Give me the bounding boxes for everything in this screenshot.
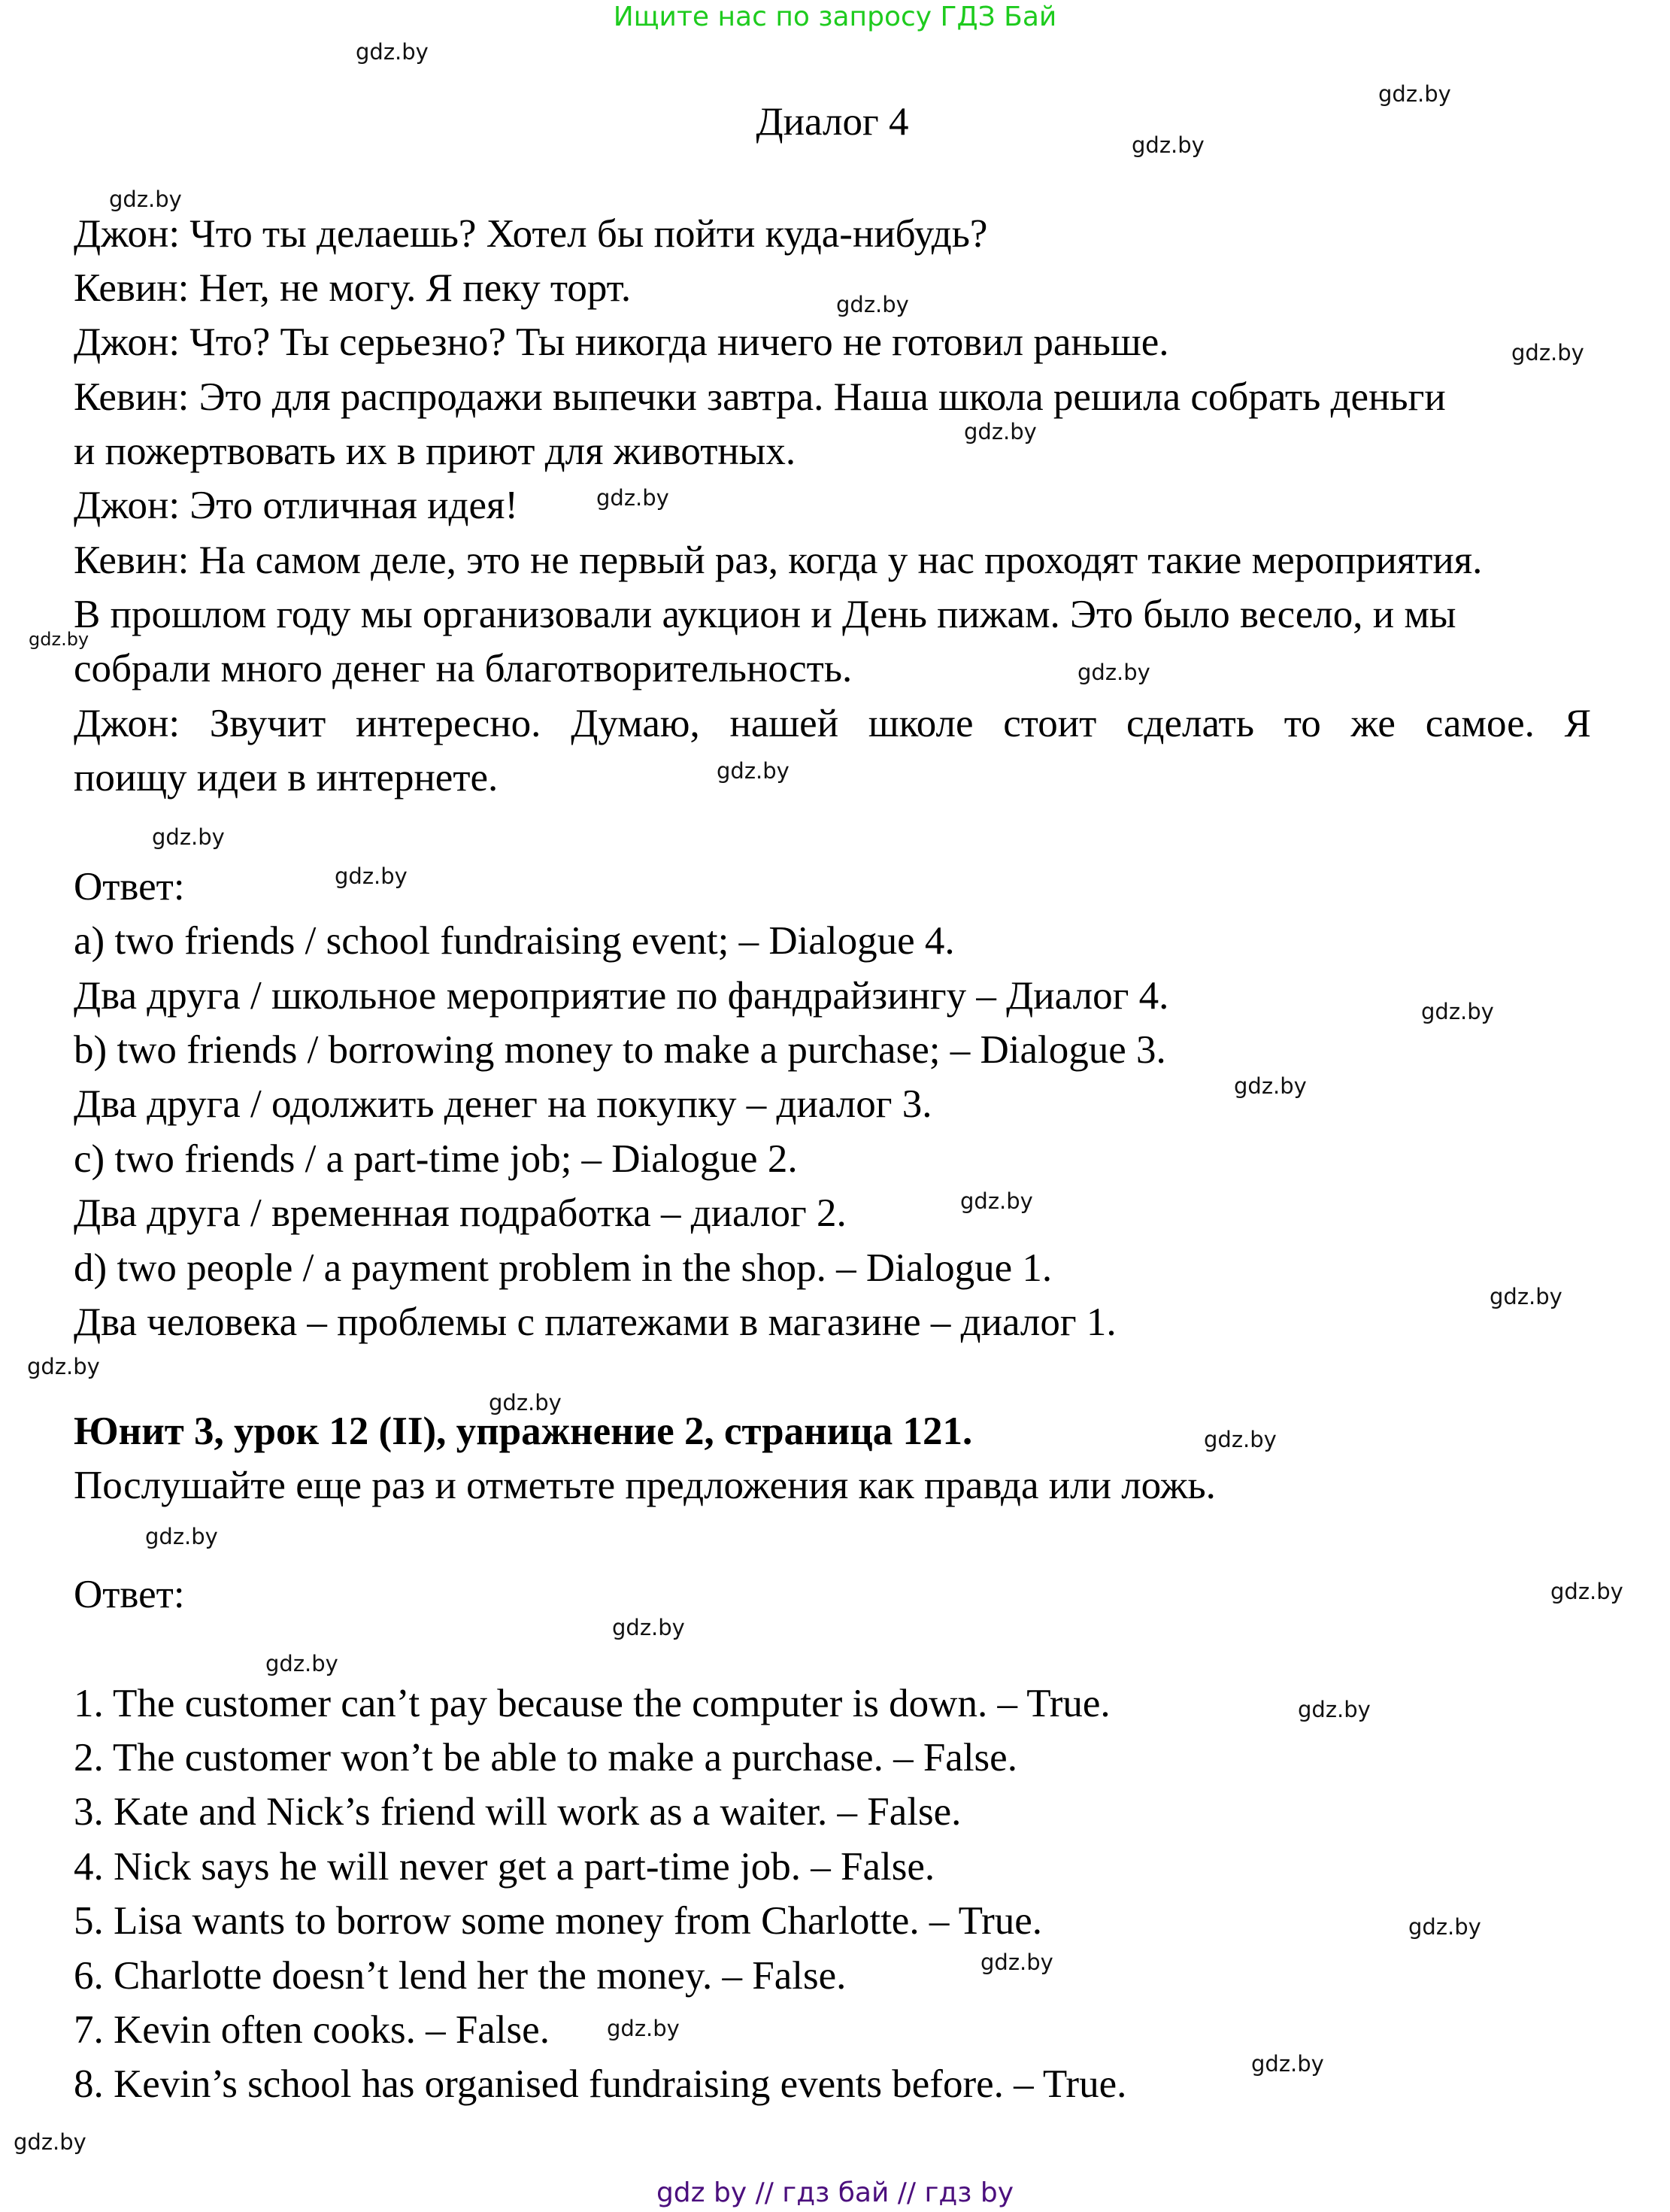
watermark: gdz.by <box>960 1188 1033 1214</box>
dialogue-line: поищу идеи в интернете. <box>74 756 499 800</box>
answer-line: d) two people / a payment problem in the shop. – Dialogue 1. <box>74 1246 1053 1290</box>
answer-label: Ответ: <box>74 865 185 909</box>
answer-line: 3. Kate and Nick’s friend will work as a waiter. – False. <box>74 1790 962 1834</box>
answer-line: a) two friends / school fundraising event; – Dialogue 4. <box>74 919 955 963</box>
watermark: gdz.by <box>27 1354 100 1379</box>
watermark: gdz.by <box>14 2129 86 2155</box>
watermark: gdz.by <box>1204 1427 1277 1452</box>
watermark: gdz.by <box>335 863 408 889</box>
dialogue-line: Джон: Звучит интересно. Думаю, нашей школе стоит сделать то же самое. Я <box>74 702 1591 745</box>
watermark: gdz.by <box>109 187 182 212</box>
watermark: gdz.by <box>1251 2051 1324 2077</box>
answer-line: Два друга / одолжить денег на покупку – диалог 3. <box>74 1082 932 1126</box>
answer-line: Два друга / школьное мероприятие по фандрайзингу – Диалог 4. <box>74 974 1169 1018</box>
answer-line: Два друга / временная подработка – диалог 2. <box>74 1191 847 1235</box>
watermark: gdz.by <box>356 39 429 65</box>
dialogue-line: В прошлом году мы организовали аукцион и День пижам. Это было весело, и мы <box>74 593 1456 636</box>
dialogue-line: Джон: Что? Ты серьезно? Ты никогда ничего не готовил раньше. <box>74 320 1169 364</box>
answer-line: 4. Nick says he will never get a part-time job. – False. <box>74 1845 935 1889</box>
watermark: gdz.by <box>1378 81 1451 107</box>
watermark: gdz.by <box>489 1390 562 1415</box>
watermark: gdz.by <box>145 1524 218 1549</box>
search-banner[interactable]: Ищите нас по запросу ГДЗ Бай <box>613 2 1057 32</box>
answer-line: 5. Lisa wants to borrow some money from Charlotte. – True. <box>74 1899 1043 1943</box>
dialogue-line: Кевин: Нет, не могу. Я пеку торт. <box>74 266 632 310</box>
watermark: gdz.by <box>836 292 909 317</box>
footer-links[interactable]: gdz by // гдз бай // гдз by <box>656 2177 1014 2208</box>
watermark: gdz.by <box>265 1651 338 1676</box>
watermark: gdz.by <box>1550 1579 1623 1604</box>
watermark: gdz.by <box>1511 340 1584 366</box>
answer-line: 2. The customer won’t be able to make a purchase. – False. <box>74 1736 1017 1780</box>
watermark: gdz.by <box>1408 1914 1481 1940</box>
watermark: gdz.by <box>1490 1284 1562 1309</box>
dialogue-line: Кевин: Это для распродажи выпечки завтра. Наша школа решила собрать деньги <box>74 375 1446 419</box>
watermark: gdz.by <box>1077 660 1150 685</box>
watermark: gdz.by <box>964 419 1037 445</box>
answer-line: 6. Charlotte doesn’t lend her the money. – False. <box>74 1954 847 1998</box>
answer-line: Два человека – проблемы с платежами в магазине – диалог 1. <box>74 1300 1117 1344</box>
answer-line: c) two friends / a part-time job; – Dialogue 2. <box>74 1137 798 1181</box>
dialogue-line: Джон: Что ты делаешь? Хотел бы пойти куда-нибудь? <box>74 212 988 256</box>
watermark: gdz.by <box>612 1615 685 1640</box>
watermark: gdz.by <box>1298 1697 1371 1722</box>
answer-line: 1. The customer can’t pay because the computer is down. – True. <box>74 1682 1111 1725</box>
watermark: gdz.by <box>1132 132 1205 158</box>
watermark: gdz.by <box>980 1950 1053 1975</box>
dialogue-line: Кевин: На самом деле, это не первый раз, когда у нас проходят такие мероприятия. <box>74 539 1483 582</box>
watermark: gdz.by <box>717 758 790 784</box>
watermark: gdz.by <box>29 629 89 650</box>
dialogue-line: и пожертвовать их в приют для животных. <box>74 429 796 473</box>
watermark: gdz.by <box>1421 999 1494 1024</box>
answer-line: 8. Kevin’s school has organised fundraising events before. – True. <box>74 2062 1127 2106</box>
answer-label: Ответ: <box>74 1573 185 1616</box>
exercise-heading: Юнит 3, урок 12 (II), упражнение 2, страница 121. <box>74 1409 973 1453</box>
answer-line: b) two friends / borrowing money to make a purchase; – Dialogue 3. <box>74 1028 1166 1072</box>
watermark: gdz.by <box>596 485 669 511</box>
dialogue-line: Джон: Это отличная идея! <box>74 484 518 527</box>
watermark: gdz.by <box>1234 1073 1307 1099</box>
watermark: gdz.by <box>607 2016 680 2041</box>
dialogue-title: Диалог 4 <box>756 100 909 144</box>
answer-line: 7. Kevin often cooks. – False. <box>74 2008 550 2052</box>
watermark: gdz.by <box>152 824 225 850</box>
exercise-instruction: Послушайте еще раз и отметьте предложения как правда или ложь. <box>74 1464 1216 1507</box>
dialogue-line: собрали много денег на благотворительность. <box>74 647 853 690</box>
